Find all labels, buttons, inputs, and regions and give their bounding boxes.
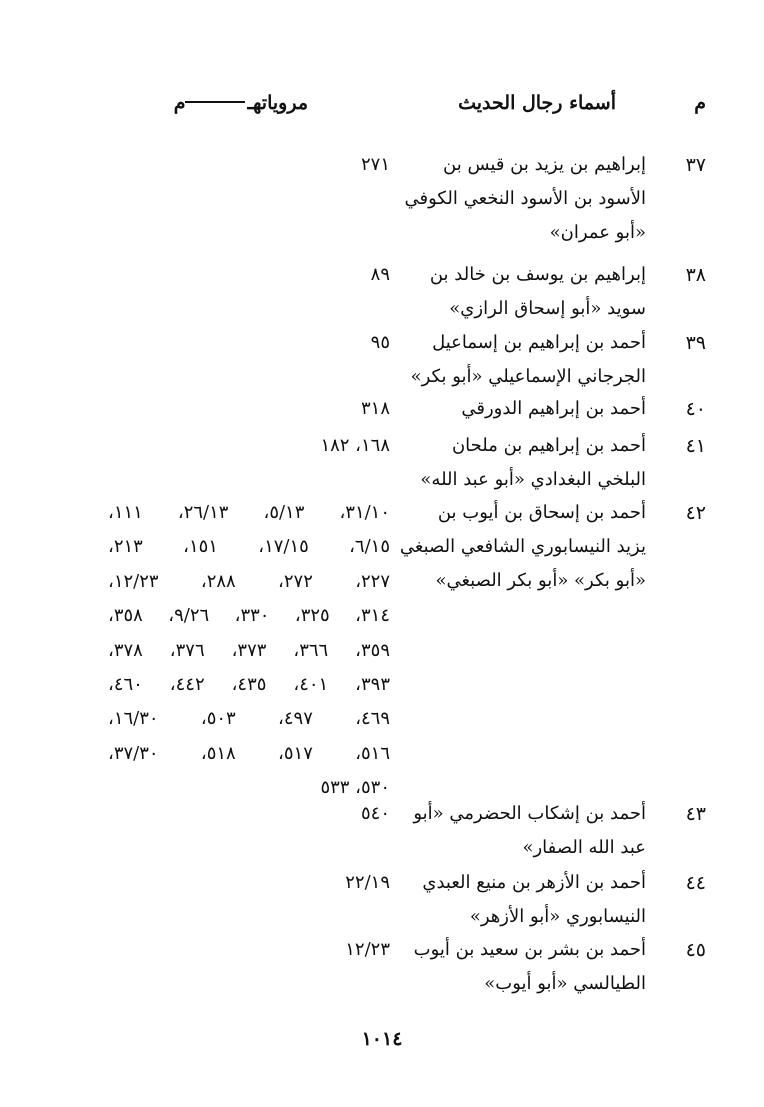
entry-name-line: النيسابوري «أبو الأزهر» — [469, 906, 646, 927]
entry-name-line: إبراهيم بن يوسف بن خالد بن — [429, 264, 646, 285]
entry-name-line: يزيد النيسابوري الشافعي الصبغي — [399, 536, 646, 557]
entry-name-line: الأسود بن الأسود النخعي الكوفي — [404, 188, 646, 209]
entry-name-line: «أبو بكر» «أبو بكر الصبغي» — [435, 570, 646, 591]
entry-narration-line: ٥٣٠، ٥٣٣ — [320, 777, 390, 799]
entry-narration-line: ٢٧١ — [360, 154, 390, 175]
header-names-label: أسماء رجال الحديث — [458, 92, 616, 114]
entry-name-line: أحمد بن الأزهر بن منيع العبدي — [422, 872, 646, 893]
entry-name — [374, 797, 646, 865]
entry-narration-line: ٢٢/١٩ — [345, 872, 390, 893]
entry-narration-line: ٣٥٩، ٣٦٦، ٣٧٣، ٣٧٦، ٣٧٨، — [108, 639, 391, 661]
entry-narration-line: ٨٩ — [370, 264, 390, 285]
header-narrations-text: مروياتهـ — [247, 92, 308, 114]
entry-narrations — [108, 392, 390, 426]
entry-narrations — [108, 866, 390, 900]
entry-narration-line: ٣١٨ — [360, 398, 390, 419]
entry-name-line: «أبو عمران» — [549, 222, 646, 243]
entry-narration-line: ١٢/٢٣ — [345, 939, 390, 960]
entry-number: ٤٣ — [685, 803, 706, 825]
entry-narrations — [108, 933, 390, 967]
entry-narration-line: ٤٦٩، ٤٩٧، ٥٠٣، ١٦/٣٠، — [108, 708, 391, 730]
entry-name — [374, 866, 646, 934]
entry-narration-line: ٣١٤، ٣٢٥، ٣٣٠، ٩/٢٦، ٣٥٨، — [108, 605, 391, 627]
header-number-label: م — [694, 92, 706, 114]
entry-name-line: إبراهيم بن يزيد بن قيس بن — [443, 154, 646, 175]
entry-name-line: أحمد بن إبراهيم الدورقي — [461, 398, 646, 419]
entry-narration-line: ٢٢٧، ٢٧٢، ٢٨٨، ١٢/٢٣، — [108, 570, 391, 592]
entry-name-line: الجرجاني الإسماعيلي «أبو بكر» — [410, 366, 646, 387]
entry-name-line: عبد الله الصفار» — [522, 837, 646, 858]
entry-narrations — [108, 326, 390, 360]
entry-number: ٣٨ — [685, 264, 706, 286]
entry-narrations — [108, 148, 390, 182]
entry-narration-line: ٦/١٥، ١٧/١٥، ١٥١، ٢١٣، — [108, 536, 390, 558]
entry-narrations — [108, 496, 390, 806]
entry-name — [374, 148, 646, 250]
entry-narration-line: ٥٤٠ — [360, 803, 390, 824]
entry-narration-line: ٣٩٣، ٤٠١، ٤٣٥، ٤٤٢، ٤٦٠، — [108, 674, 391, 696]
entry-number: ٤٥ — [685, 939, 706, 961]
page-number: ١٠١٤ — [361, 1028, 403, 1050]
entry-name — [374, 326, 646, 394]
entry-narrations — [108, 429, 390, 463]
header-narrations-label — [174, 92, 308, 114]
entry-number: ٤٤ — [685, 872, 706, 894]
entry-name-line: أحمد بن إبراهيم بن إسماعيل — [432, 332, 646, 353]
entry-name — [374, 429, 646, 497]
entry-number: ٣٩ — [685, 332, 706, 354]
entry-narrations — [108, 258, 390, 292]
entry-narration-line: ٣١/١٠، ٥/١٣، ٢٦/١٣، ١١١، — [108, 502, 391, 523]
entry-name — [374, 392, 646, 426]
entry-name — [374, 496, 646, 598]
entry-name-line: أحمد بن إشكاب الحضرمي «أبو — [413, 803, 646, 824]
entry-number: ٤٢ — [685, 502, 706, 524]
entry-number: ٤٠ — [685, 398, 706, 420]
entry-name-line: أحمد بن إبراهيم بن ملحان — [451, 435, 646, 456]
header-narrations-tail: م — [173, 92, 186, 114]
entry-name — [374, 258, 646, 326]
entry-name-line: الطيالسي «أبو أيوب» — [484, 973, 646, 994]
entry-name-line: البلخي البغدادي «أبو عبد الله» — [420, 469, 646, 490]
entry-name — [374, 933, 646, 1001]
entry-narration-line: ٥١٦، ٥١٧، ٥١٨، ٣٧/٣٠، — [108, 742, 391, 764]
entry-name-line: سويد «أبو إسحاق الرازي» — [449, 298, 646, 319]
header-narrations-rule — [185, 101, 245, 103]
entry-narration-line: ١٦٨، ١٨٢ — [320, 435, 390, 456]
entry-number: ٤١ — [685, 435, 706, 457]
entry-name-line: أحمد بن إسحاق بن أيوب بن — [437, 502, 646, 523]
entry-narrations — [108, 797, 390, 831]
entry-narration-line: ٩٥ — [370, 332, 390, 353]
entry-number: ٣٧ — [685, 154, 706, 176]
entry-name-line: أحمد بن بشر بن سعيد بن أيوب — [413, 939, 646, 960]
